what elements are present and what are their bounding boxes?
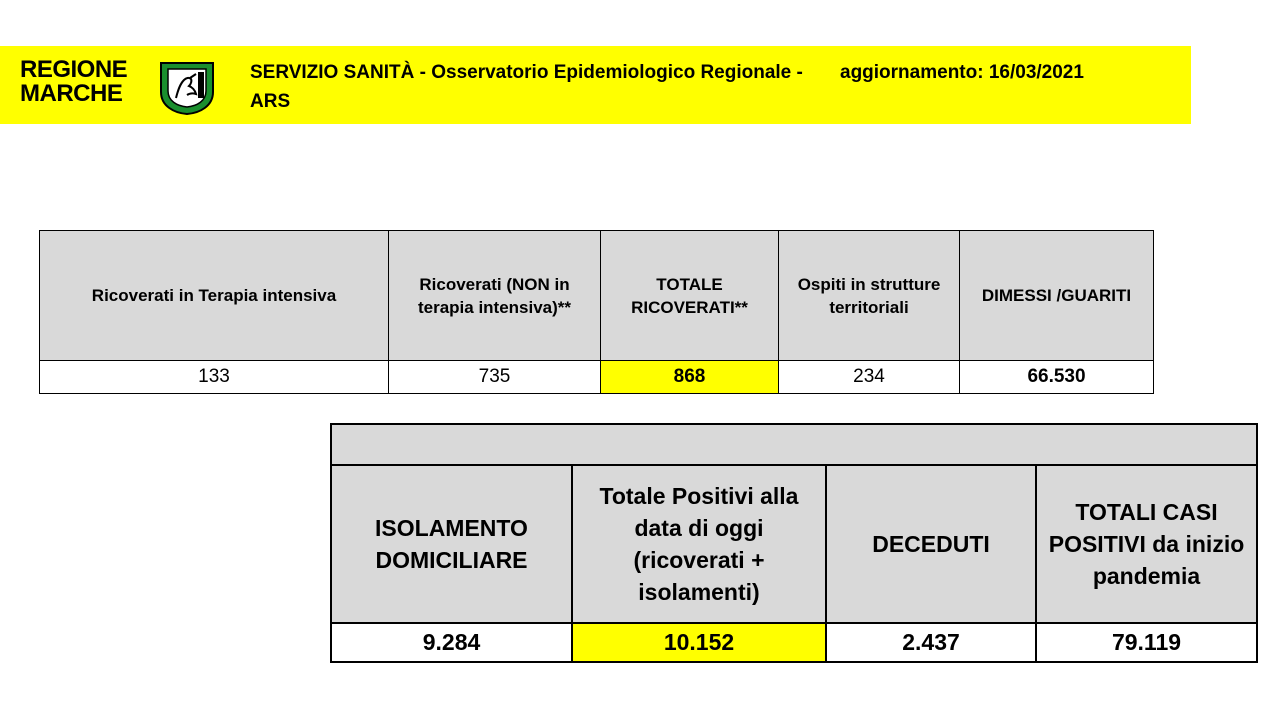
logo-text — [20, 58, 127, 106]
logo-line-2: MARCHE — [20, 80, 123, 107]
value-discharged-recovered: 66.530 — [960, 361, 1154, 394]
cases-value-row — [331, 623, 1257, 662]
service-title: SERVIZIO SANITÀ - Osservatorio Epidemiologico Regionale - ARS — [250, 62, 803, 112]
value-deceased: 2.437 — [826, 623, 1036, 662]
value-intensive-care: 133 — [40, 361, 389, 394]
cases-table — [330, 423, 1258, 663]
hospitalization-value-row — [40, 361, 1154, 394]
regione-marche-logo — [20, 58, 220, 116]
header-deceased: DECEDUTI — [826, 465, 1036, 623]
update-date: aggiornamento: 16/03/2021 — [840, 62, 1084, 83]
header-current-positives: Totale Positivi alla data di oggi (ricoverati + isolamenti) — [572, 465, 826, 623]
hospitalization-header-row — [40, 231, 1154, 361]
regional-shield-icon — [158, 60, 216, 116]
header-total-cases: TOTALI CASI POSITIVI da inizio pandemia — [1036, 465, 1257, 623]
value-territorial-guests: 234 — [779, 361, 960, 394]
value-non-intensive: 735 — [389, 361, 601, 394]
header-home-isolation: ISOLAMENTO DOMICILIARE — [331, 465, 572, 623]
cases-header-row — [331, 465, 1257, 623]
value-total-cases: 79.119 — [1036, 623, 1257, 662]
value-total-hospitalized: 868 — [601, 361, 779, 394]
logo-line-1: REGIONE — [20, 56, 128, 83]
header-territorial-guests: Ospiti in strutture territoriali — [779, 231, 960, 361]
cases-caption-row — [331, 424, 1257, 465]
hospitalization-table — [39, 230, 1154, 394]
header-intensive-care: Ricoverati in Terapia intensiva — [40, 231, 389, 361]
header-total-hospitalized: TOTALE RICOVERATI** — [601, 231, 779, 361]
value-current-positives: 10.152 — [572, 623, 826, 662]
value-home-isolation: 9.284 — [331, 623, 572, 662]
cases-caption-cell — [331, 424, 1257, 465]
header-non-intensive: Ricoverati (NON in terapia intensiva)** — [389, 231, 601, 361]
header-discharged-recovered: DIMESSI /GUARITI — [960, 231, 1154, 361]
